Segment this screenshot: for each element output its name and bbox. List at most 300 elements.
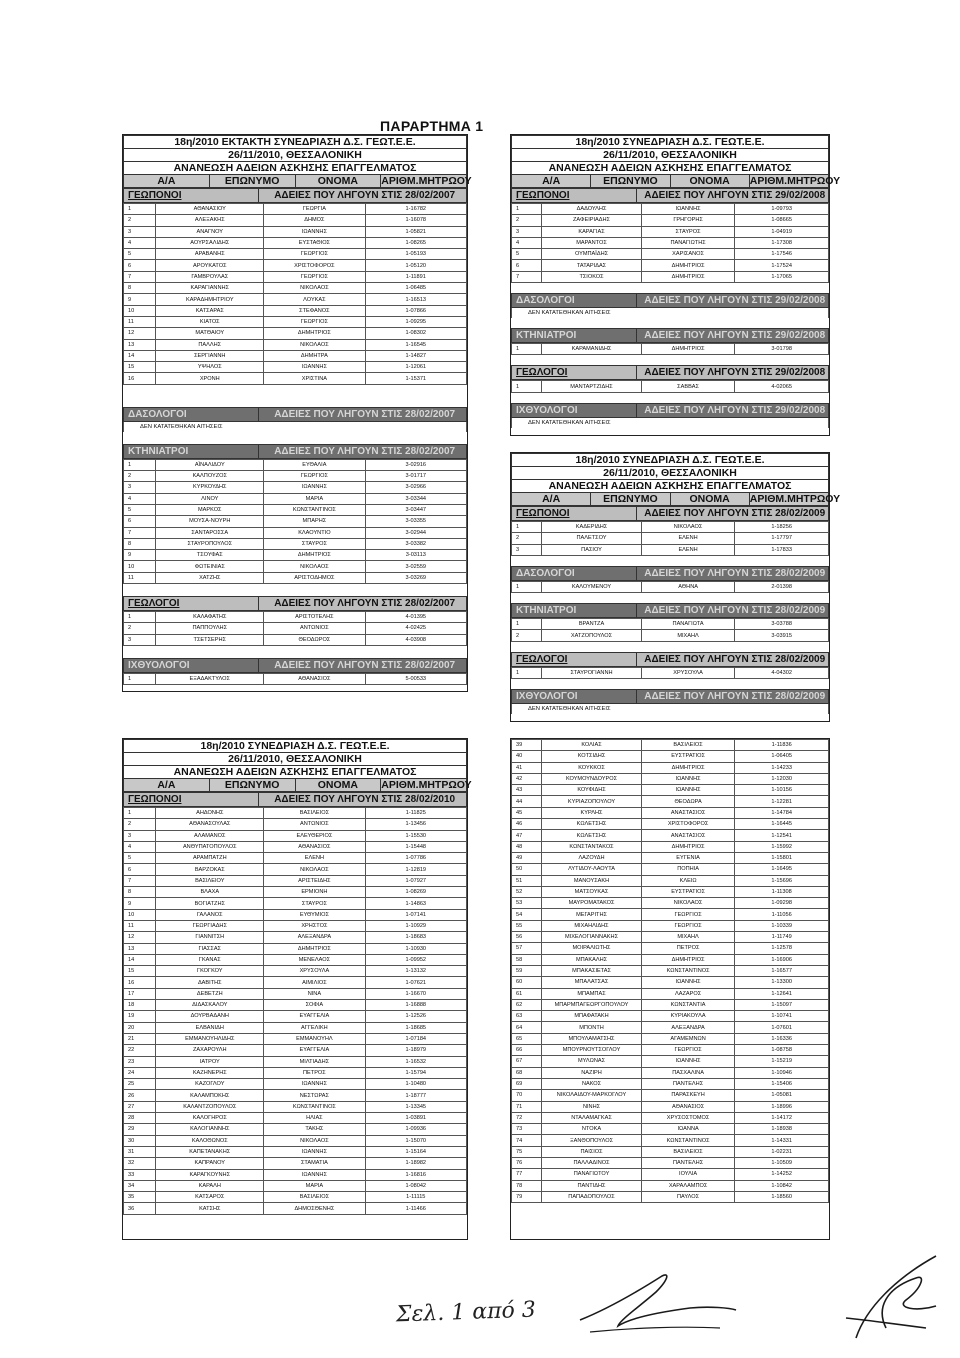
row-firstname: ΘΕΟΔΩΡΟΣ bbox=[264, 634, 365, 645]
section-band bbox=[511, 403, 829, 418]
row-registry: 1-12541 bbox=[735, 830, 829, 841]
row-registry: 1-06485 bbox=[365, 283, 466, 294]
row-firstname: ΓΕΩΡΓΙΟΣ bbox=[264, 316, 365, 327]
row-surname: ΚΥΡΚΟΥΔΗΣ bbox=[156, 482, 264, 493]
col-registry: ΑΡΙΘΜ.ΜΗΤΡΩΟΥ bbox=[381, 779, 472, 791]
row-registry: 3-03269 bbox=[365, 572, 466, 583]
row-surname: ΠΑΛΕΤΣΟΥ bbox=[542, 533, 642, 544]
row-firstname: ΝΕΣΤΩΡΑΣ bbox=[264, 1090, 365, 1101]
row-registry: 1-16336 bbox=[735, 1033, 829, 1044]
row-number: 1 bbox=[512, 667, 542, 678]
table-row bbox=[124, 1192, 467, 1203]
row-surname: ΤΣΟΥΦΑΣ bbox=[156, 550, 264, 561]
row-surname: ΛΙΝΟΥ bbox=[156, 493, 264, 504]
row-number: 14 bbox=[124, 954, 156, 965]
row-surname: ΚΩΛΕΤΣΗΣ bbox=[542, 830, 642, 841]
row-registry: 1-08042 bbox=[365, 1180, 466, 1191]
rows-geoponoi bbox=[511, 203, 829, 283]
row-firstname: ΝΙΚΟΛΑΟΣ bbox=[264, 339, 365, 350]
row-firstname: ΙΩΑΝΝΗΣ bbox=[264, 1146, 365, 1157]
table-row bbox=[512, 841, 829, 852]
row-surname: ΠΑΣΙΟΥ bbox=[542, 544, 642, 555]
row-surname: ΧΑΤΖΟΠΟΥΛΟΣ bbox=[542, 630, 642, 641]
row-registry: 1-05821 bbox=[365, 226, 466, 237]
row-firstname: ΑΡΙΣΤΟΤΕΛΗΣ bbox=[264, 612, 365, 623]
row-firstname: ΚΥΡΙΑΚΟΥΛΑ bbox=[641, 1011, 735, 1022]
table-row bbox=[512, 1146, 829, 1157]
row-number: 55 bbox=[512, 920, 542, 931]
row-firstname: ΓΕΩΡΓΙΟΣ bbox=[264, 271, 365, 282]
row-surname: ΚΟΥΚΚΟΣ bbox=[542, 762, 642, 773]
row-firstname: ΠΟΠΗΙΑ bbox=[641, 864, 735, 875]
row-registry: 1-15371 bbox=[365, 373, 466, 384]
row-registry: 1-11836 bbox=[735, 740, 829, 751]
row-number: 59 bbox=[512, 965, 542, 976]
row-registry: 1-08269 bbox=[365, 887, 466, 898]
table-row bbox=[124, 1113, 467, 1124]
row-registry: 4-03908 bbox=[365, 634, 466, 645]
table-row bbox=[124, 516, 467, 527]
row-number: 14 bbox=[124, 350, 156, 361]
row-firstname: ΠΑΝΤΕΛΗΣ bbox=[641, 1078, 735, 1089]
row-number: 60 bbox=[512, 977, 542, 988]
section-name: ΙΧΘΥΟΛΟΓΟΙ bbox=[512, 403, 637, 417]
table-row bbox=[512, 875, 829, 886]
row-registry: 1-16906 bbox=[735, 954, 829, 965]
table-row bbox=[512, 977, 829, 988]
table-row bbox=[124, 1045, 467, 1056]
row-surname: ΜΠΑΚΑΛΗΣ bbox=[542, 954, 642, 965]
table-row bbox=[512, 740, 829, 751]
section-expiry: ΑΔΕΙΕΣ ΠΟΥ ΛΗΓΟΥΝ ΣΤΙΣ 28/02/2009 bbox=[637, 652, 829, 666]
table-row bbox=[512, 581, 829, 592]
row-surname: ΟΥΜΠΑΪΔΗΣ bbox=[542, 249, 642, 260]
row-number: 50 bbox=[512, 864, 542, 875]
section-expiry: ΑΔΕΙΕΣ ΠΟΥ ΛΗΓΟΥΝ ΣΤΙΣ 28/02/2009 bbox=[637, 604, 829, 618]
row-number: 56 bbox=[512, 932, 542, 943]
row-surname: ΧΡΟΝΗ bbox=[156, 373, 264, 384]
table-row bbox=[124, 271, 467, 282]
row-surname: ΚΑΛΟΘΩΝΟΣ bbox=[156, 1135, 264, 1146]
table-row bbox=[124, 572, 467, 583]
row-registry: 1-18777 bbox=[365, 1090, 466, 1101]
row-surname: ΝΑΚΟΣ bbox=[542, 1078, 642, 1089]
row-number: 48 bbox=[512, 841, 542, 852]
row-surname: ΜΥΛΩΝΑΣ bbox=[542, 1056, 642, 1067]
row-surname: ΒΑΡΖΟΚΑΣ bbox=[156, 864, 264, 875]
row-surname: ΔΑΒΙΤΗΣ bbox=[156, 977, 264, 988]
page-title: ΠΑΡΑΡΤΗΜΑ 1 bbox=[380, 118, 484, 134]
row-number: 71 bbox=[512, 1101, 542, 1112]
row-number: 61 bbox=[512, 988, 542, 999]
row-registry: 1-08302 bbox=[365, 328, 466, 339]
row-firstname: ΝΙΚΟΛΑΟΣ bbox=[264, 561, 365, 572]
row-firstname: ΓΕΩΡΓΙΑ bbox=[264, 204, 365, 215]
row-number: 15 bbox=[124, 362, 156, 373]
row-firstname: ΕΥΣΤΑΘΙΟΣ bbox=[264, 237, 365, 248]
row-firstname: ΕΛΕΝΗ bbox=[264, 853, 365, 864]
row-surname: ΜΙΧΑΗΛΙΔΗΣ bbox=[542, 920, 642, 931]
row-firstname: ΜΙΧΑΗΛ bbox=[641, 630, 735, 641]
row-registry: 1-07927 bbox=[365, 875, 466, 886]
table-row bbox=[124, 1158, 467, 1169]
row-number: 11 bbox=[124, 920, 156, 931]
row-registry: 1-15070 bbox=[365, 1135, 466, 1146]
row-registry: 1-11056 bbox=[735, 909, 829, 920]
row-registry: 1-16078 bbox=[365, 215, 466, 226]
table-row bbox=[124, 482, 467, 493]
rows-ktiniatroi bbox=[123, 459, 467, 584]
panel-header bbox=[511, 453, 841, 506]
table-row bbox=[124, 504, 467, 515]
row-registry: 1-12030 bbox=[735, 773, 829, 784]
table-row bbox=[512, 943, 829, 954]
row-number: 3 bbox=[512, 226, 542, 237]
row-registry: 1-12281 bbox=[735, 796, 829, 807]
row-firstname: ΕΜΜΑΝΟΥΗΛ bbox=[264, 1033, 365, 1044]
table-row bbox=[124, 1180, 467, 1191]
meeting-date: 26/11/2010, ΘΕΣΣΑΛΟΝΙΚΗ bbox=[124, 149, 467, 162]
row-registry: 1-09793 bbox=[735, 204, 829, 215]
no-applications-note: ΔΕΝ ΚΑΤΑΤΕΘΗΚΑΝ ΑΙΤΗΣΕΙΣ bbox=[123, 422, 467, 432]
row-surname: ΜΠΑΚΑΣΙΕΤΑΣ bbox=[542, 965, 642, 976]
row-firstname: ΔΗΜΗΤΡΙΟΣ bbox=[264, 943, 365, 954]
row-firstname: ΕΛΕΥΘΕΡΙΟΣ bbox=[264, 830, 365, 841]
row-surname: ΚΑΡΑΓΚΟΥΝΗΣ bbox=[156, 1169, 264, 1180]
section-name: ΓΕΩΛΟΓΟΙ bbox=[512, 652, 637, 666]
row-firstname: ΙΩΑΝΝΗΣ bbox=[641, 977, 735, 988]
row-firstname: ΝΙΝΑ bbox=[264, 988, 365, 999]
section-name: ΓΕΩΠΟΝΟΙ bbox=[124, 793, 259, 807]
row-number: 2 bbox=[512, 215, 542, 226]
row-surname: ΚΟΥΜΟΥΝΔΟΥΡΟΣ bbox=[542, 773, 642, 784]
table-row bbox=[512, 630, 829, 641]
row-surname: ΣΕΡΓΙΑΝΝΗ bbox=[156, 350, 264, 361]
row-registry: 1-07601 bbox=[735, 1022, 829, 1033]
section-expiry: ΑΔΕΙΕΣ ΠΟΥ ΛΗΓΟΥΝ ΣΤΙΣ 28/02/2007 bbox=[259, 189, 467, 203]
table-row bbox=[512, 237, 829, 248]
row-firstname: ΜΕΝΕΛΑΟΣ bbox=[264, 954, 365, 965]
table-row bbox=[512, 1112, 829, 1123]
row-surname: ΥΨΗΛΟΣ bbox=[156, 362, 264, 373]
rows-geoponoi bbox=[511, 521, 829, 556]
row-registry: 1-16545 bbox=[365, 339, 466, 350]
row-number: 24 bbox=[124, 1067, 156, 1078]
row-registry: 1-05120 bbox=[365, 260, 466, 271]
row-firstname: ΠΑΝΤΕΛΗΣ bbox=[641, 1157, 735, 1168]
col-surname: ΕΠΩΝΥΜΟ bbox=[209, 779, 295, 792]
table-row bbox=[124, 1146, 467, 1157]
col-aa: A/A bbox=[512, 493, 591, 506]
renewal-title: ΑΝΑΝΕΩΣΗ ΑΔΕΙΩΝ ΑΣΚΗΣΗΣ ΕΠΑΓΓΕΛΜΑΤΟΣ bbox=[512, 480, 829, 493]
row-surname: ΝΤΑΛΑΜΑΓΚΑΣ bbox=[542, 1112, 642, 1123]
panel-2007 bbox=[122, 134, 472, 692]
table-row bbox=[124, 328, 467, 339]
row-number: 2 bbox=[124, 215, 156, 226]
table-row bbox=[124, 215, 467, 226]
row-surname: ΚΑΠΕΤΑΝΑΚΗΣ bbox=[156, 1146, 264, 1157]
row-registry: 1-15696 bbox=[735, 875, 829, 886]
col-registry: ΑΡΙΘΜ.ΜΗΤΡΩΟΥ bbox=[749, 493, 841, 505]
row-surname: ΚΑΤΣΗΣ bbox=[156, 1203, 264, 1214]
table-row bbox=[124, 1000, 467, 1011]
no-applications-note: ΔΕΝ ΚΑΤΑΤΕΘΗΚΑΝ ΑΙΤΗΣΕΙΣ bbox=[511, 308, 829, 318]
row-surname: ΚΑΡΑΓΙΑΣ bbox=[542, 226, 642, 237]
rows-ichthyologoi bbox=[123, 673, 467, 685]
row-surname: ΔΙΔΑΣΚΑΛΟΥ bbox=[156, 1000, 264, 1011]
row-registry: 1-18979 bbox=[365, 1045, 466, 1056]
row-registry: 1-15801 bbox=[735, 852, 829, 863]
table-row bbox=[512, 886, 829, 897]
row-registry: 1-14827 bbox=[365, 350, 466, 361]
row-registry: 1-17524 bbox=[735, 260, 829, 271]
row-number: 66 bbox=[512, 1045, 542, 1056]
row-number: 11 bbox=[124, 572, 156, 583]
rows-dasologoi bbox=[511, 581, 829, 593]
section-expiry: ΑΔΕΙΕΣ ΠΟΥ ΛΗΓΟΥΝ ΣΤΙΣ 29/02/2008 bbox=[637, 294, 829, 308]
row-registry: 1-03891 bbox=[365, 1113, 466, 1124]
row-firstname: ΔΗΜΗΤΡΙΟΣ bbox=[264, 550, 365, 561]
row-surname: ΜΟΙΡΑΛΙΩΤΗΣ bbox=[542, 943, 642, 954]
row-registry: 1-14233 bbox=[735, 762, 829, 773]
table-row bbox=[124, 612, 467, 623]
row-surname: ΝΤΟΚΑ bbox=[542, 1124, 642, 1135]
row-registry: 1-15992 bbox=[735, 841, 829, 852]
row-number: 17 bbox=[124, 988, 156, 999]
row-number: 6 bbox=[512, 260, 542, 271]
row-firstname: ΑΙΜΙΛΙΟΣ bbox=[264, 977, 365, 988]
table-row bbox=[124, 561, 467, 572]
section-name: ΓΕΩΠΟΝΟΙ bbox=[512, 189, 637, 203]
section-expiry: ΑΔΕΙΕΣ ΠΟΥ ΛΗΓΟΥΝ ΣΤΙΣ 28/02/2009 bbox=[637, 566, 829, 580]
row-firstname: ΑΝΤΩΝΙΟΣ bbox=[264, 819, 365, 830]
row-surname: ΜΠΑΜΠΑΣ bbox=[542, 988, 642, 999]
row-firstname: ΑΝΑΣΤΑΣΙΟΣ bbox=[641, 807, 735, 818]
row-registry: 1-13132 bbox=[365, 966, 466, 977]
row-registry: 1-15794 bbox=[365, 1067, 466, 1078]
row-firstname: ΣΤΕΦΑΝΟΣ bbox=[264, 305, 365, 316]
row-number: 9 bbox=[124, 550, 156, 561]
row-firstname: ΕΥΣΤΡΑΤΙΟΣ bbox=[641, 751, 735, 762]
meeting-title: 18η/2010 ΣΥΝΕΔΡΙΑΣΗ Δ.Σ. ΓΕΩΤ.Ε.Ε. bbox=[512, 136, 829, 149]
row-firstname: ΜΙΛΤΙΑΔΗΣ bbox=[264, 1056, 365, 1067]
row-firstname: ΕΥΣΤΡΑΤΙΟΣ bbox=[641, 886, 735, 897]
no-applications-note: ΔΕΝ ΚΑΤΑΤΕΘΗΚΑΝ ΑΙΤΗΣΕΙΣ bbox=[511, 704, 829, 714]
row-registry: 1-08665 bbox=[735, 215, 829, 226]
col-aa: A/A bbox=[124, 175, 210, 188]
row-registry: 1-13456 bbox=[365, 819, 466, 830]
col-name: ΟΝΟΜΑ bbox=[670, 493, 749, 506]
row-firstname: ΒΑΣΙΛΕΙΟΣ bbox=[641, 740, 735, 751]
row-firstname: ΑΓΓΕΛΙΚΗ bbox=[264, 1022, 365, 1033]
table-row bbox=[512, 1191, 829, 1202]
row-registry: 1-18685 bbox=[365, 1022, 466, 1033]
row-surname: ΜΑΝΟΥΣΑΚΗ bbox=[542, 875, 642, 886]
table-row bbox=[512, 215, 829, 226]
row-registry: 1-16513 bbox=[365, 294, 466, 305]
row-number: 79 bbox=[512, 1191, 542, 1202]
table-row bbox=[512, 544, 829, 555]
row-firstname: ΧΡΥΣΟΣΤΟΜΟΣ bbox=[641, 1112, 735, 1123]
section-expiry: ΑΔΕΙΕΣ ΠΟΥ ΛΗΓΟΥΝ ΣΤΙΣ 29/02/2008 bbox=[637, 366, 829, 380]
row-firstname: ΧΡΙΣΤΟΦΟΡΟΣ bbox=[264, 260, 365, 271]
row-surname: ΜΑΤΣΟΥΚΑΣ bbox=[542, 886, 642, 897]
row-firstname: ΙΩΑΝΝΗΣ bbox=[264, 1169, 365, 1180]
row-number: 42 bbox=[512, 773, 542, 784]
row-firstname: ΙΟΥΛΙΑ bbox=[641, 1169, 735, 1180]
row-surname: ΤΑΤΑΡΙΔΑΣ bbox=[542, 260, 642, 271]
row-number: 32 bbox=[124, 1158, 156, 1169]
table-row bbox=[512, 988, 829, 999]
rows-geoponoi-continued bbox=[511, 739, 829, 1203]
row-firstname: ΑΡΙΣΤΕΙΔΗΣ bbox=[264, 875, 365, 886]
section-expiry: ΑΔΕΙΕΣ ΠΟΥ ΛΗΓΟΥΝ ΣΤΙΣ 28/02/2007 bbox=[259, 407, 467, 421]
row-firstname: ΕΡΜΙΟΝΗ bbox=[264, 887, 365, 898]
table-row bbox=[124, 471, 467, 482]
row-number: 70 bbox=[512, 1090, 542, 1101]
row-surname: ΜΑΥΡΟΜΑΤΑΚΟΣ bbox=[542, 898, 642, 909]
row-surname: ΜΙΧΕΛΟΓΙΑΝΝΑΚΗΣ bbox=[542, 932, 642, 943]
table-row bbox=[124, 864, 467, 875]
row-registry: 4-02425 bbox=[365, 623, 466, 634]
table-row bbox=[124, 966, 467, 977]
row-surname: ΚΑΛΠΟΥΖΟΣ bbox=[156, 471, 264, 482]
table-row bbox=[124, 362, 467, 373]
row-registry: 1-07141 bbox=[365, 909, 466, 920]
row-registry: 3-01717 bbox=[365, 471, 466, 482]
row-registry: 1-10930 bbox=[365, 943, 466, 954]
row-registry: 1-08758 bbox=[735, 1045, 829, 1056]
row-number: 33 bbox=[124, 1169, 156, 1180]
row-firstname: ΠΑΝΑΓΙΩΤΗΣ bbox=[641, 237, 735, 248]
row-number: 78 bbox=[512, 1180, 542, 1191]
renewal-title: ΑΝΑΝΕΩΣΗ ΑΔΕΙΩΝ ΑΣΚΗΣΗΣ ΕΠΑΓΓΕΛΜΑΤΟΣ bbox=[512, 162, 829, 175]
row-registry: 3-02916 bbox=[365, 459, 466, 470]
row-firstname: ΤΑΚΗΣ bbox=[264, 1124, 365, 1135]
table-row bbox=[124, 932, 467, 943]
row-number: 3 bbox=[124, 830, 156, 841]
table-row bbox=[512, 852, 829, 863]
row-firstname: ΧΑΡΙΣΑΝΟΣ bbox=[641, 249, 735, 260]
row-firstname: ΠΑΡΑΣΚΕΥΗ bbox=[641, 1090, 735, 1101]
table-row bbox=[512, 381, 829, 392]
section-expiry: ΑΔΕΙΕΣ ΠΟΥ ΛΗΓΟΥΝ ΣΤΙΣ 29/02/2008 bbox=[637, 403, 829, 417]
row-surname: ΜΠΟΥΡΝΟΥΤΣΟΓΛΟΥ bbox=[542, 1045, 642, 1056]
row-firstname: ΕΛΕΝΗ bbox=[641, 544, 735, 555]
row-firstname: ΙΩΑΝΝΗΣ bbox=[641, 785, 735, 796]
row-number: 8 bbox=[124, 887, 156, 898]
table-row bbox=[512, 796, 829, 807]
row-number: 4 bbox=[124, 493, 156, 504]
row-number: 65 bbox=[512, 1033, 542, 1044]
table-row bbox=[124, 808, 467, 819]
row-number: 75 bbox=[512, 1146, 542, 1157]
row-surname: ΠΑΛΛΑΔΙΝΟΣ bbox=[542, 1157, 642, 1168]
row-surname: ΙΑΤΡΟΥ bbox=[156, 1056, 264, 1067]
table-row bbox=[124, 634, 467, 645]
row-number: 3 bbox=[124, 226, 156, 237]
row-registry: 1-18683 bbox=[365, 932, 466, 943]
row-number: 13 bbox=[124, 339, 156, 350]
row-firstname: ΠΑΝΑΓΙΩΤΑ bbox=[641, 619, 735, 630]
table-row bbox=[512, 1045, 829, 1056]
table-row bbox=[512, 1157, 829, 1168]
row-registry: 1-10842 bbox=[735, 1180, 829, 1191]
row-firstname: ΣΤΑΥΡΟΣ bbox=[264, 898, 365, 909]
row-number: 41 bbox=[512, 762, 542, 773]
row-surname: ΑΝΘΥΠΑΤΟΠΟΥΛΟΣ bbox=[156, 841, 264, 852]
meeting-date: 26/11/2010, ΘΕΣΣΑΛΟΝΙΚΗ bbox=[124, 753, 467, 766]
row-number: 4 bbox=[124, 841, 156, 852]
row-firstname: ΙΩΑΝΝΗΣ bbox=[264, 362, 365, 373]
row-number: 73 bbox=[512, 1124, 542, 1135]
row-number: 1 bbox=[512, 344, 542, 355]
row-surname: ΚΑΔΕΡΙΔΗΣ bbox=[542, 522, 642, 533]
row-number: 54 bbox=[512, 909, 542, 920]
row-firstname: ΧΡΗΣΤΟΣ bbox=[264, 920, 365, 931]
table-row bbox=[512, 909, 829, 920]
row-registry: 1-07786 bbox=[365, 853, 466, 864]
row-registry: 1-15164 bbox=[365, 1146, 466, 1157]
row-surname: ΑΡΑΒΑΝΗΣ bbox=[156, 249, 264, 260]
row-number: 7 bbox=[124, 527, 156, 538]
col-name: ΟΝΟΜΑ bbox=[670, 175, 749, 188]
row-surname: ΜΠΟΝΤΗ bbox=[542, 1022, 642, 1033]
row-surname: ΑΪΝΑΛΙΔΟΥ bbox=[156, 459, 264, 470]
row-registry: 1-16495 bbox=[735, 864, 829, 875]
row-registry: 1-16816 bbox=[365, 1169, 466, 1180]
row-firstname: ΚΩΝΣΤΑΝΤΙΝΟΣ bbox=[641, 965, 735, 976]
row-number: 11 bbox=[124, 316, 156, 327]
row-firstname: ΔΗΜΗΤΡΙΟΣ bbox=[641, 841, 735, 852]
table-row bbox=[124, 339, 467, 350]
row-registry: 1-02231 bbox=[735, 1146, 829, 1157]
row-number: 40 bbox=[512, 751, 542, 762]
row-firstname: ΕΥΑΓΓΕΛΙΑ bbox=[264, 1045, 365, 1056]
rows-geologoi bbox=[511, 380, 829, 392]
row-registry: 1-10156 bbox=[735, 785, 829, 796]
row-number: 47 bbox=[512, 830, 542, 841]
row-registry: 3-03788 bbox=[735, 619, 829, 630]
table-row bbox=[124, 373, 467, 384]
row-surname: ΤΣΙΟΚΟΣ bbox=[542, 271, 642, 282]
row-number: 2 bbox=[512, 630, 542, 641]
section-name: ΚΤΗΝΙΑΤΡΟΙ bbox=[512, 329, 637, 343]
row-firstname: ΚΩΝΣΤΑΝΤΙΝΟΣ bbox=[641, 1135, 735, 1146]
row-number: 2 bbox=[124, 623, 156, 634]
table-row bbox=[124, 1067, 467, 1078]
row-registry: 1-15448 bbox=[365, 841, 466, 852]
row-surname: ΑΛΑΜΑΝΟΣ bbox=[156, 830, 264, 841]
renewal-title: ΑΝΑΝΕΩΣΗ ΑΔΕΙΩΝ ΑΣΚΗΣΗΣ ΕΠΑΓΓΕΛΜΑΤΟΣ bbox=[124, 162, 467, 175]
table-row bbox=[512, 762, 829, 773]
section-band bbox=[511, 293, 829, 308]
row-firstname: ΒΑΣΙΛΕΙΟΣ bbox=[264, 808, 365, 819]
row-firstname: ΜΑΡΙΑ bbox=[264, 1180, 365, 1191]
section-band bbox=[123, 407, 467, 422]
row-surname: ΒΡΑΝΤΖΑ bbox=[542, 619, 642, 630]
table-row bbox=[124, 204, 467, 215]
row-surname: ΓΚΟΓΚΟΥ bbox=[156, 966, 264, 977]
table-row bbox=[124, 226, 467, 237]
table-row bbox=[512, 898, 829, 909]
table-row bbox=[124, 920, 467, 931]
col-surname: ΕΠΩΝΥΜΟ bbox=[209, 175, 295, 188]
section-band bbox=[511, 188, 829, 203]
row-registry: 1-12526 bbox=[365, 1011, 466, 1022]
row-number: 58 bbox=[512, 954, 542, 965]
row-registry: 1-16577 bbox=[735, 965, 829, 976]
